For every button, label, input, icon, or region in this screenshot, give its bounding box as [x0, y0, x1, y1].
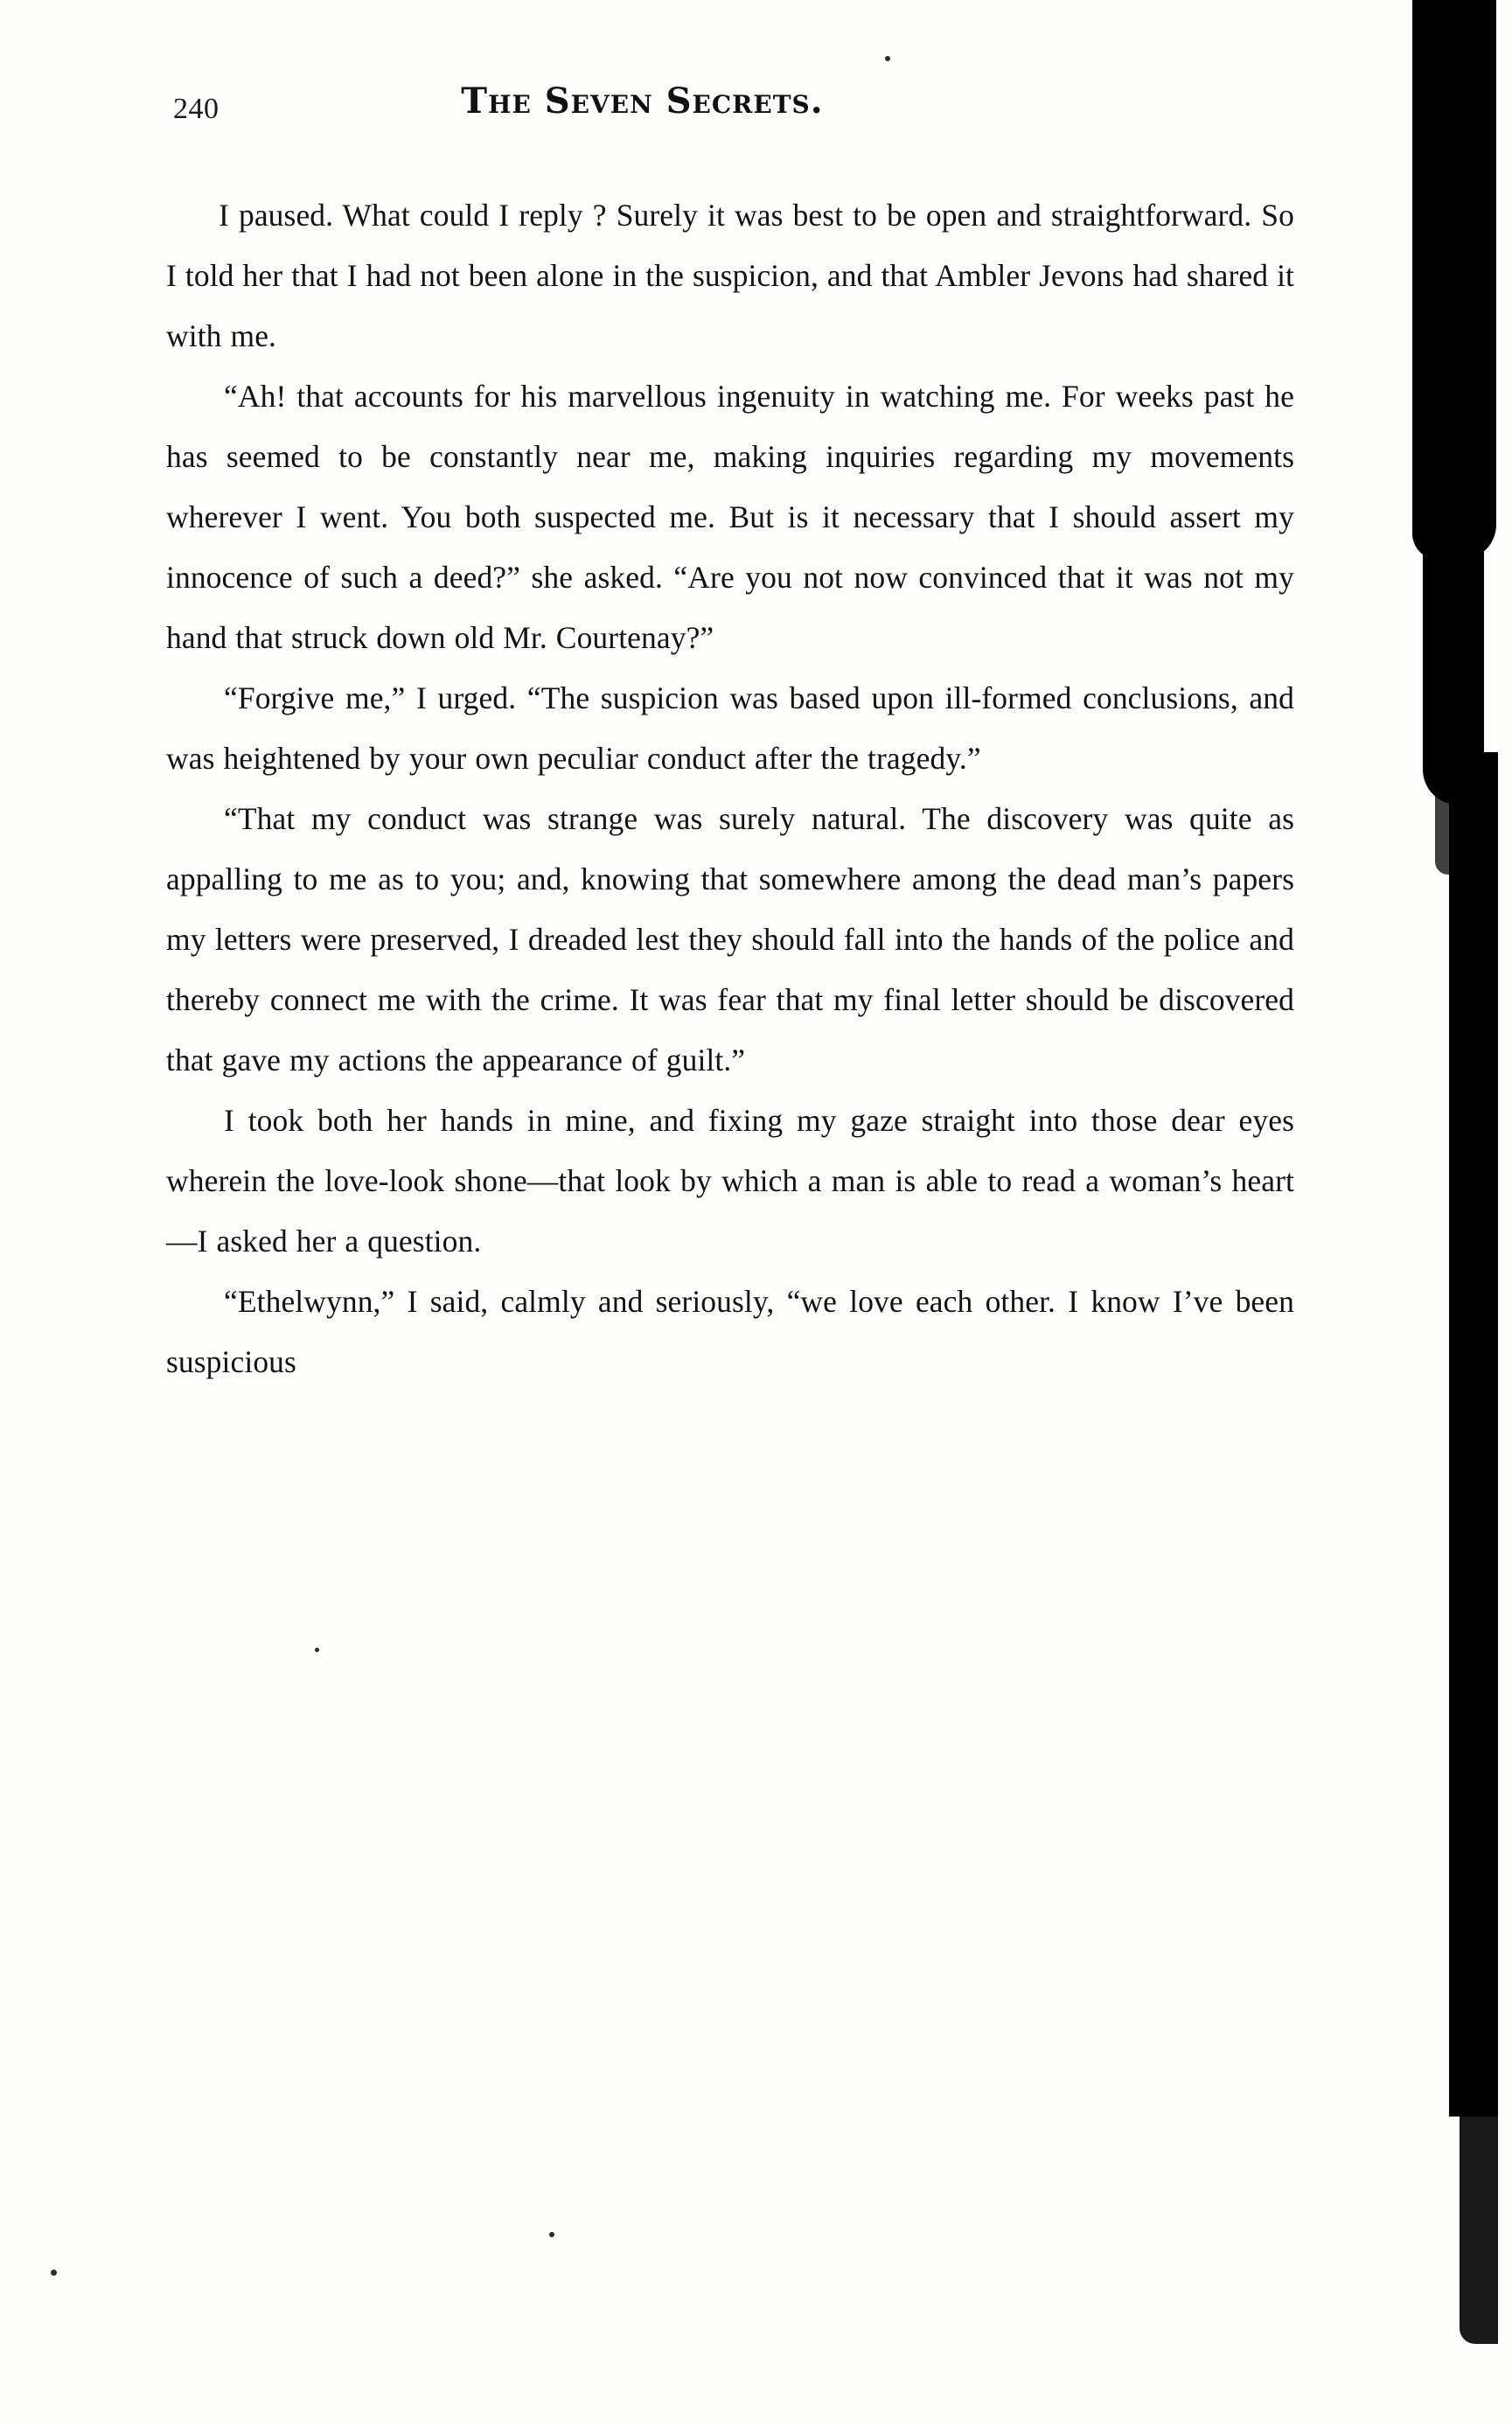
- scan-blot: [1460, 2082, 1498, 2344]
- scan-blot: [1439, 411, 1477, 534]
- running-title: The Seven Secrets.: [461, 80, 824, 122]
- paragraph: I paused. What could I reply ? Surely it was best to be open and straightforward. So I told her that I had not been alone in the suspicion, and that Ambler Jevons had shared it with me.: [166, 198, 1295, 353]
- paragraph: “Ethelwynn,” I said, calmly and seriously, “we love each other. I know I’ve been suspicious: [166, 1284, 1294, 1379]
- page-number: 240: [173, 93, 219, 125]
- paragraph: I took both her hands in mine, and fixing my gaze straight into those dear eyes wherein the love-look shone—that look by which a man is able to read a woman’s heart—I asked her a question.: [166, 1103, 1294, 1259]
- paragraph: “Ah! that accounts for his marvellous ingenuity in watching me. For weeks past he has seemed to be constantly near me, making inquiries regarding my movements wherever I went. You both suspected me. But is it necessary that I should assert my innocence of such a deed?” she asked. “Are you not now convinced that it was not my hand that struck down old Mr. Courtenay?”: [166, 379, 1294, 655]
- scan-binding-shadow: [1355, 0, 1512, 2427]
- scan-speck: [549, 2232, 554, 2237]
- scan-speck: [51, 2270, 57, 2276]
- page-header: [0, 80, 1512, 142]
- scan-blot: [1449, 752, 1498, 2117]
- scan-blot: [1423, 490, 1484, 805]
- body-text: [166, 185, 1294, 1392]
- paragraph: “That my conduct was strange was surely natural. The discovery was quite as appalling to me as to you; and, knowing that somewhere among the dead man’s papers my letters were preserved, I dreaded lest they should fall into the hands of the police and thereby connect me with the crime. It was fear that my final letter should be discovered that gave my actions the appearance of guilt.”: [166, 801, 1294, 1078]
- scan-blot: [1435, 770, 1461, 875]
- scan-speck: [315, 1648, 319, 1652]
- paragraph: “Forgive me,” I urged. “The suspicion was based upon ill-formed conclusions, and was heightened by your own peculiar conduct after the tragedy.”: [166, 680, 1294, 776]
- scan-speck: [885, 56, 890, 61]
